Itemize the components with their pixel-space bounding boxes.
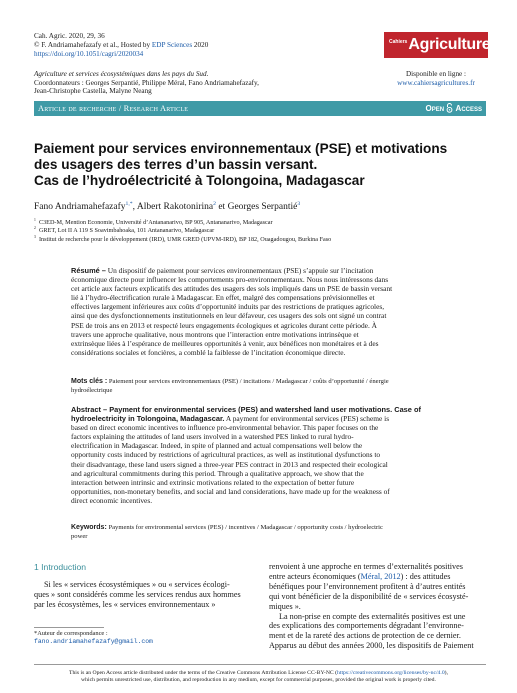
footnote <box>34 630 153 646</box>
affiliation-item <box>34 236 331 244</box>
abstract-en <box>71 405 449 505</box>
keywords-line-2: hydroélectrique <box>71 386 113 394</box>
copyright-year: 2020 <box>192 41 209 49</box>
logo-prefix: Cahiers <box>389 39 408 45</box>
abstract-line: interaction between intrinsic and extrinsic motivations related to the expectation of better future <box>71 477 355 487</box>
text-line: des explications des comportements dégradant l’environne- <box>269 621 464 631</box>
text-line: Apparus au début des années 2000, les dispositifs de Paiement <box>269 641 474 651</box>
abstract-fr-label: Résumé – <box>71 266 106 275</box>
keywords-line-2: power <box>71 532 88 540</box>
abstract-en-label: Abstract – Payment for environmental services (PES) and watershed land user motivations. Case of <box>71 405 421 414</box>
text-line: qui vont bénéficier de la disponibilité de « services écosysté- <box>269 591 469 601</box>
section-heading: 1 Introduction <box>34 562 87 572</box>
journal-meta <box>34 32 208 59</box>
affiliations <box>34 219 331 244</box>
footnote-label: *Auteur de correspondance : <box>34 630 108 637</box>
series-info <box>34 70 259 96</box>
abstract-line: opportunities, non-monetary benefits, and social and land considerations, have made up for the weakness of <box>71 486 390 496</box>
keywords-line <box>71 524 449 533</box>
abstract-line: cet article aux facteurs explicatifs des attitudes des usagers des sols impliqués dans un PSE de bassin versant <box>71 284 393 294</box>
affiliation-number: 2 <box>34 226 36 231</box>
journal-url[interactable]: www.cahiersagricultures.fr <box>397 79 475 87</box>
article-type: Article de recherche / Research Article <box>38 104 189 113</box>
abstract-line: PSE de trois ans en 2013 et respecté leurs engagements écologiques et agricoles durant cette période. À <box>71 320 377 330</box>
author-separator: , <box>132 202 137 212</box>
footnote-rule <box>34 627 104 628</box>
keywords-fr <box>71 378 449 395</box>
keywords-text: Paiement pour services environnementaux (PSE) / incitations / Madagascar / coûts d’opportunité / énergie <box>108 378 389 385</box>
license-text: This is an Open Access article distributed under the terms of the Creative Commons Attribution License CC-BY-NC ( <box>68 670 338 676</box>
keywords-text: Payments for environmental services (PES) / incentives / Madagascar / opportunity costs / hydroelectric <box>108 524 383 531</box>
title-line-1: Paiement pour services environnementaux (PSE) et motivations <box>34 141 448 156</box>
abstract-line: opportunity costs induced by restrictions of agricultural practices, as well as institutional dysfunctions to <box>71 450 381 460</box>
article-title <box>34 141 494 189</box>
keywords-fr-label: Mots clés : <box>71 378 108 385</box>
online-label: Disponible en ligne : <box>405 70 467 78</box>
abstract-line: lié à l’hydro-électrification rurale à Madagascar. En effet, malgré des compensations prévisionnelles et <box>71 293 375 303</box>
abstract-line: extrinsèque liées à l’espérance de meilleures opportunités à venir, aux bénéfices non monétaires et à des <box>71 338 379 348</box>
title-line-2: des usagers des terres d’un bassin versant. <box>34 157 318 172</box>
abstract-line: factors explaining the attitudes of land users involved in a watershed PES linked to rural hydro- <box>71 432 354 442</box>
author-email-link[interactable]: fano.andriamahefazafy@gmail.com <box>34 638 153 645</box>
text-line: entre acteurs économiques (Méral, 2012) : des attitudes <box>269 571 451 581</box>
affiliation-text: GRET, Lot II A 119 S Soavimbahoaka, 101 Antananarivo, Madagascar <box>38 227 215 235</box>
abstract-line: electrification in Madagascar. Indeed, in spite of planned and actual compensations well below the <box>71 441 363 451</box>
abstract-line: and agricultural commitments during this period. Through a qualitative approach, we show that the <box>71 468 364 478</box>
keywords-en <box>71 524 449 541</box>
series-coordinators: Coordonnateurs : Georges Serpantié, Philippe Méral, Fano Andriamahefazafy, <box>34 78 259 87</box>
text-line: bénéfiques pour l’environnement profitent à d’autres entités <box>269 581 466 591</box>
journal-logo[interactable] <box>384 32 499 58</box>
intro-right-column <box>269 562 486 651</box>
text-line: La non-prise en compte des externalités positives est une <box>279 611 466 621</box>
affiliation-number: 1 <box>34 217 36 222</box>
author-3: Georges Serpantié <box>227 202 298 212</box>
text-line: miques ». <box>269 601 301 611</box>
open-lock-icon <box>446 103 453 115</box>
citation-link[interactable]: Méral, 2012 <box>360 571 401 581</box>
logo-name: Agricultures <box>408 36 499 53</box>
open-access-label-2: Access <box>455 103 482 113</box>
author-2-affil[interactable]: 2 <box>213 200 216 207</box>
abstract-fr <box>71 266 449 357</box>
affiliation-text: C3ED-M, Mention Economie, Université d’Antananarivo, BP 905, Antananarivo, Madagascar <box>38 219 273 226</box>
text-line: renvoient à une approche en termes d’externalités positives <box>269 562 463 571</box>
license-text-end: ), <box>444 670 448 676</box>
keywords-en-label: Keywords: <box>71 524 107 531</box>
doi-link[interactable]: https://doi.org/10.1051/cagri/2020034 <box>34 50 144 58</box>
author-3-affil[interactable]: 3 <box>297 200 301 207</box>
affiliation-number: 3 <box>34 234 36 239</box>
abstract-text: Un dispositif de paiement pour services environnementaux (PSE) s’appuie sur l’incitation <box>107 266 374 275</box>
abstract-line: ainsi que des dysfonctionnements institutionnels en leur défaveur, ces usagers des sols ont signé un contrat <box>71 311 387 321</box>
author-list <box>34 202 300 212</box>
keywords-line <box>71 378 449 387</box>
abstract-en-label-2: hydroelectricity in Tolongoina, Madagascar. <box>71 414 225 424</box>
abstract-line <box>71 266 449 275</box>
author-separator: et <box>215 202 228 212</box>
online-availability <box>378 70 494 88</box>
author-1: Fano Andriamahefazafy <box>34 202 126 212</box>
open-access-label-1: Open <box>425 103 445 113</box>
copyright-line <box>34 41 208 50</box>
article-type-banner <box>34 101 486 116</box>
author-2: Albert Rakotonirina <box>136 202 214 212</box>
abstract-line: their disadvantage, these land users signed a three-year PES contract in 2013 and respected their ecological <box>71 459 388 469</box>
abstract-line: économique directe pour influencer les comportements pro-environnementaux. Nous nous intéressons dans <box>71 275 389 285</box>
affiliation-item <box>34 227 331 235</box>
affiliation-text: Institut de recherche pour le développement (IRD), UMR GRED (UPVM-IRD), BP 182, Ouagadougou, Burkina Faso <box>38 235 332 243</box>
abstract-line: based on direct economic incentives to influence pro-environmental behavior. This paper focuses on the <box>71 423 379 433</box>
journal-line: Cah. Agric. 2020, 29, 36 <box>34 32 105 40</box>
open-access-badge <box>426 103 482 115</box>
text-line: ques » sont considérés comme les services rendus aux hommes <box>34 589 241 599</box>
license-rule <box>34 664 486 665</box>
abstract-line <box>71 414 449 423</box>
text-line: par les écosystèmes, les « services environnementaux » <box>34 599 216 609</box>
license-link[interactable]: https://creativecommons.org/licenses/by-nc/4.0 <box>337 670 445 676</box>
abstract-line: effectives largement inférieures aux coûts d’opportunité induits par des restrictions de pratiques agricoles, <box>71 302 385 312</box>
license-line-2: which permits unrestricted use, distribution, and reproduction in any medium, except for commercial purposes, provided the original work is properly cited. <box>81 677 436 684</box>
copyright-text: © F. Andriamahefazafy et al., Hosted by <box>34 41 152 49</box>
publisher-link[interactable]: EDP Sciences <box>151 41 193 49</box>
text-line: ment et de la rareté des actions de protection de ce dernier. <box>269 631 461 641</box>
series-coordinators-2: Jean-Christophe Castella, Malyne Neang <box>34 87 152 96</box>
license-notice <box>20 670 497 685</box>
abstract-line: travers une approche qualitative, nous montrons que l’interaction entre motivations intrinsèque et <box>71 329 359 339</box>
abstract-line: direct economic incentives. <box>71 495 153 505</box>
abstract-line: considérations sociales et foncières, a comblé la faiblesse de l’incitation économique directe. <box>71 347 346 357</box>
title-line-3: Cas de l’hydroélectricité à Tolongoina, Madagascar <box>34 173 365 188</box>
text-line: Si les « services écosystémiques » ou « services écologi- <box>44 580 230 589</box>
intro-left-column <box>34 580 253 610</box>
abstract-text: A payment for environmental services (PES) scheme is <box>225 414 390 424</box>
series-title: Agriculture et services écosystémiques dans les pays du Sud. <box>34 70 209 78</box>
author-1-affil[interactable]: 1,* <box>125 200 133 207</box>
